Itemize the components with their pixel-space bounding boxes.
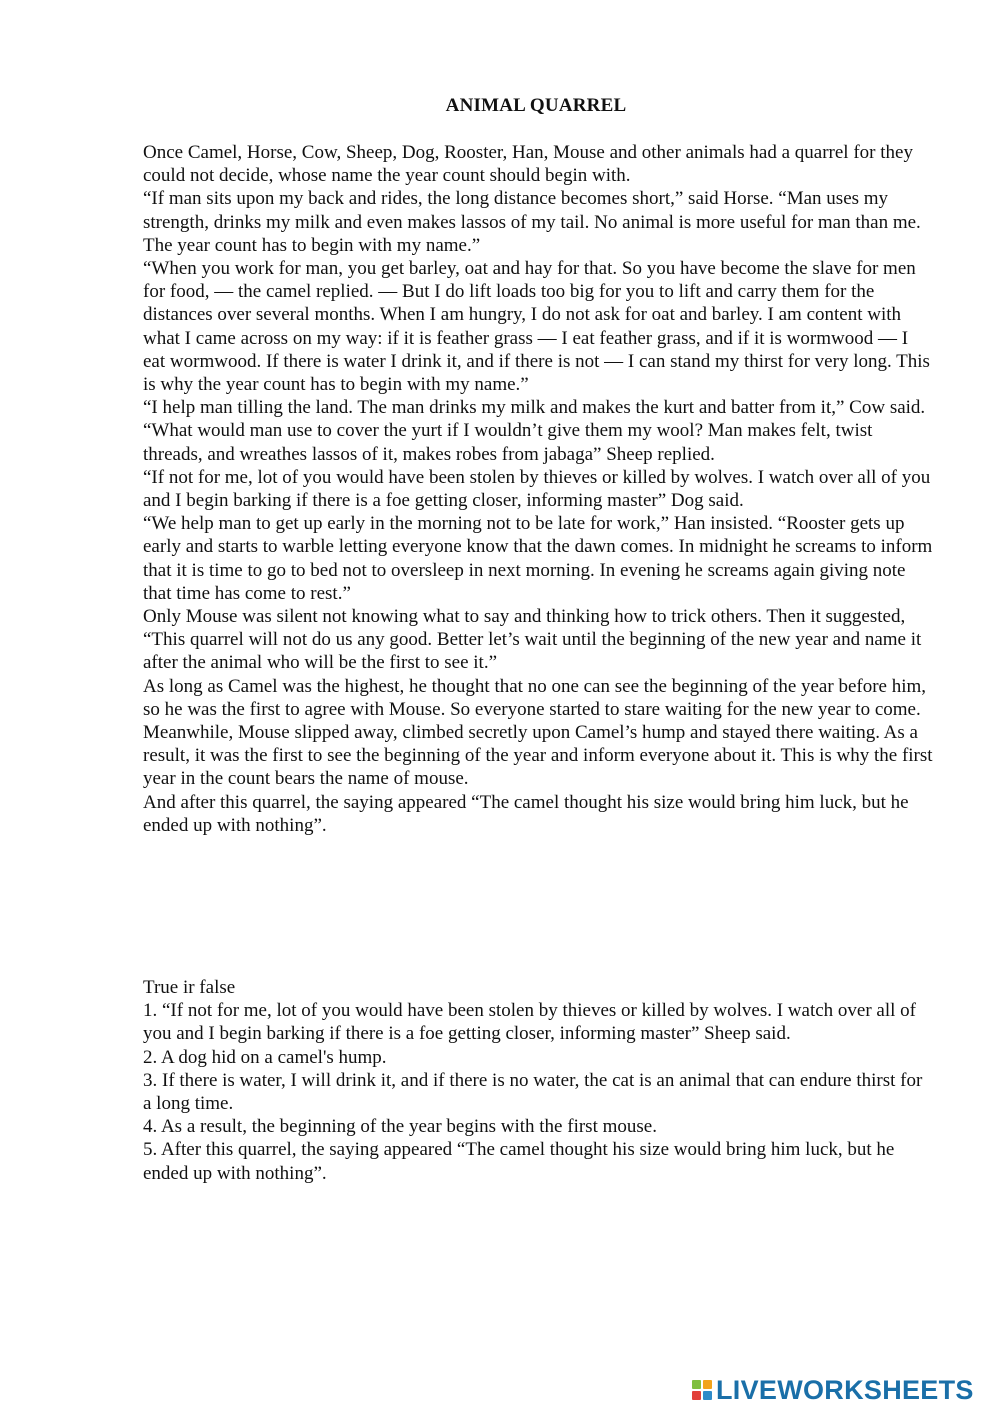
story-paragraph: “When you work for man, you get barley, oat and hay for that. So you have become the slave for men for food, — the camel replied. — But I do lift loads too big for you to lift and carry them for the distances over several months. When I am hungry, I do not ask for oat and barley. I am content with what I came across on my way: if it is feather grass — I eat feather grass, and if it is wormwood — I eat wormwood. If there is water I drink it, and if there is not — I can stand my thirst for very long. This is why the year count has to begin with my name.” [143, 258, 930, 396]
quiz-item: 4. As a result, the beginning of the year begins with the first mouse. [143, 1116, 657, 1138]
quiz-heading: True ir false [143, 977, 236, 998]
quiz-item: 1. “If not for me, lot of you would have been stolen by thieves or killed by wolves. I watch over all of you and I begin barking if there is a foe getting closer, informing master” Sheep said. [143, 1000, 916, 1045]
true-false-section [143, 976, 933, 1185]
story-paragraph: As long as Camel was the highest, he thought that no one can see the beginning of the year before him, so he was the first to agree with Mouse. So everyone started to stare waiting for the new year to come. [143, 675, 927, 720]
story-paragraph: Once Camel, Horse, Cow, Sheep, Dog, Rooster, Han, Mouse and other animals had a quarrel for they could not decide, whose name the year count should begin with. [143, 142, 913, 187]
page-title: ANIMAL QUARREL [445, 95, 627, 116]
story-paragraph: And after this quarrel, the saying appeared “The camel thought his size would bring him luck, but he ended up with nothing”. [143, 791, 909, 836]
story-paragraph: “We help man to get up early in the morning not to be late for work,” Han insisted. “Rooster gets up early and starts to warble letting everyone know that the dawn comes. In midnight he screams to inform that it is time to go to bed not to oversleep in next morning. In evening he screams again giving note that time has come to rest.” [143, 513, 933, 604]
story-paragraph: “If man sits upon my back and rides, the long distance becomes short,” said Horse. “Man uses my strength, drinks my milk and even makes lassos of my tail. No animal is more useful for man than me. The year count has to begin with my name.” [143, 188, 921, 256]
quiz-item: 5. After this quarrel, the saying appeared “The camel thought his size would bring him luck, but he ended up with nothing”. [143, 1139, 895, 1184]
quiz-item: 2. A dog hid on a camel's hump. [143, 1046, 387, 1068]
logo-text: LIVEWORKSHEETS [716, 1375, 974, 1405]
logo-square-icon [692, 1380, 701, 1389]
logo-square-icon [703, 1391, 712, 1400]
story-text [143, 141, 933, 837]
story-paragraph: Meanwhile, Mouse slipped away, climbed secretly upon Camel’s hump and stayed there waiting. As a result, it was the first to see the beginning of the year and inform everyone about it. This is why the first year in the count bears the name of mouse. [143, 722, 933, 790]
logo-square-icon [703, 1380, 712, 1389]
logo-square-icon [692, 1391, 701, 1400]
story-paragraph: “I help man tilling the land. The man drinks my milk and makes the kurt and batter from it,” Cow said. [143, 397, 926, 419]
liveworksheets-logo [692, 1374, 974, 1406]
quiz-item: 3. If there is water, I will drink it, and if there is no water, the cat is an animal that can endure thirst for a long time. [143, 1069, 923, 1115]
story-paragraph: Only Mouse was silent not knowing what to say and thinking how to trick others. Then it suggested, “This quarrel will not do us any good. Better let’s wait until the beginning of the new year and name it after the animal who will be the first to see it.” [143, 606, 922, 674]
logo-mark-icon [692, 1380, 712, 1400]
story-paragraph: “What would man use to cover the yurt if I wouldn’t give them my wool? Man makes felt, twist threads, and wreathes lassos of it, makes robes from jabaga” Sheep replied. [143, 420, 873, 465]
story-paragraph: “If not for me, lot of you would have been stolen by thieves or killed by wolves. I watch over all of you and I begin barking if there is a foe getting closer, informing master” Dog said. [143, 466, 931, 512]
